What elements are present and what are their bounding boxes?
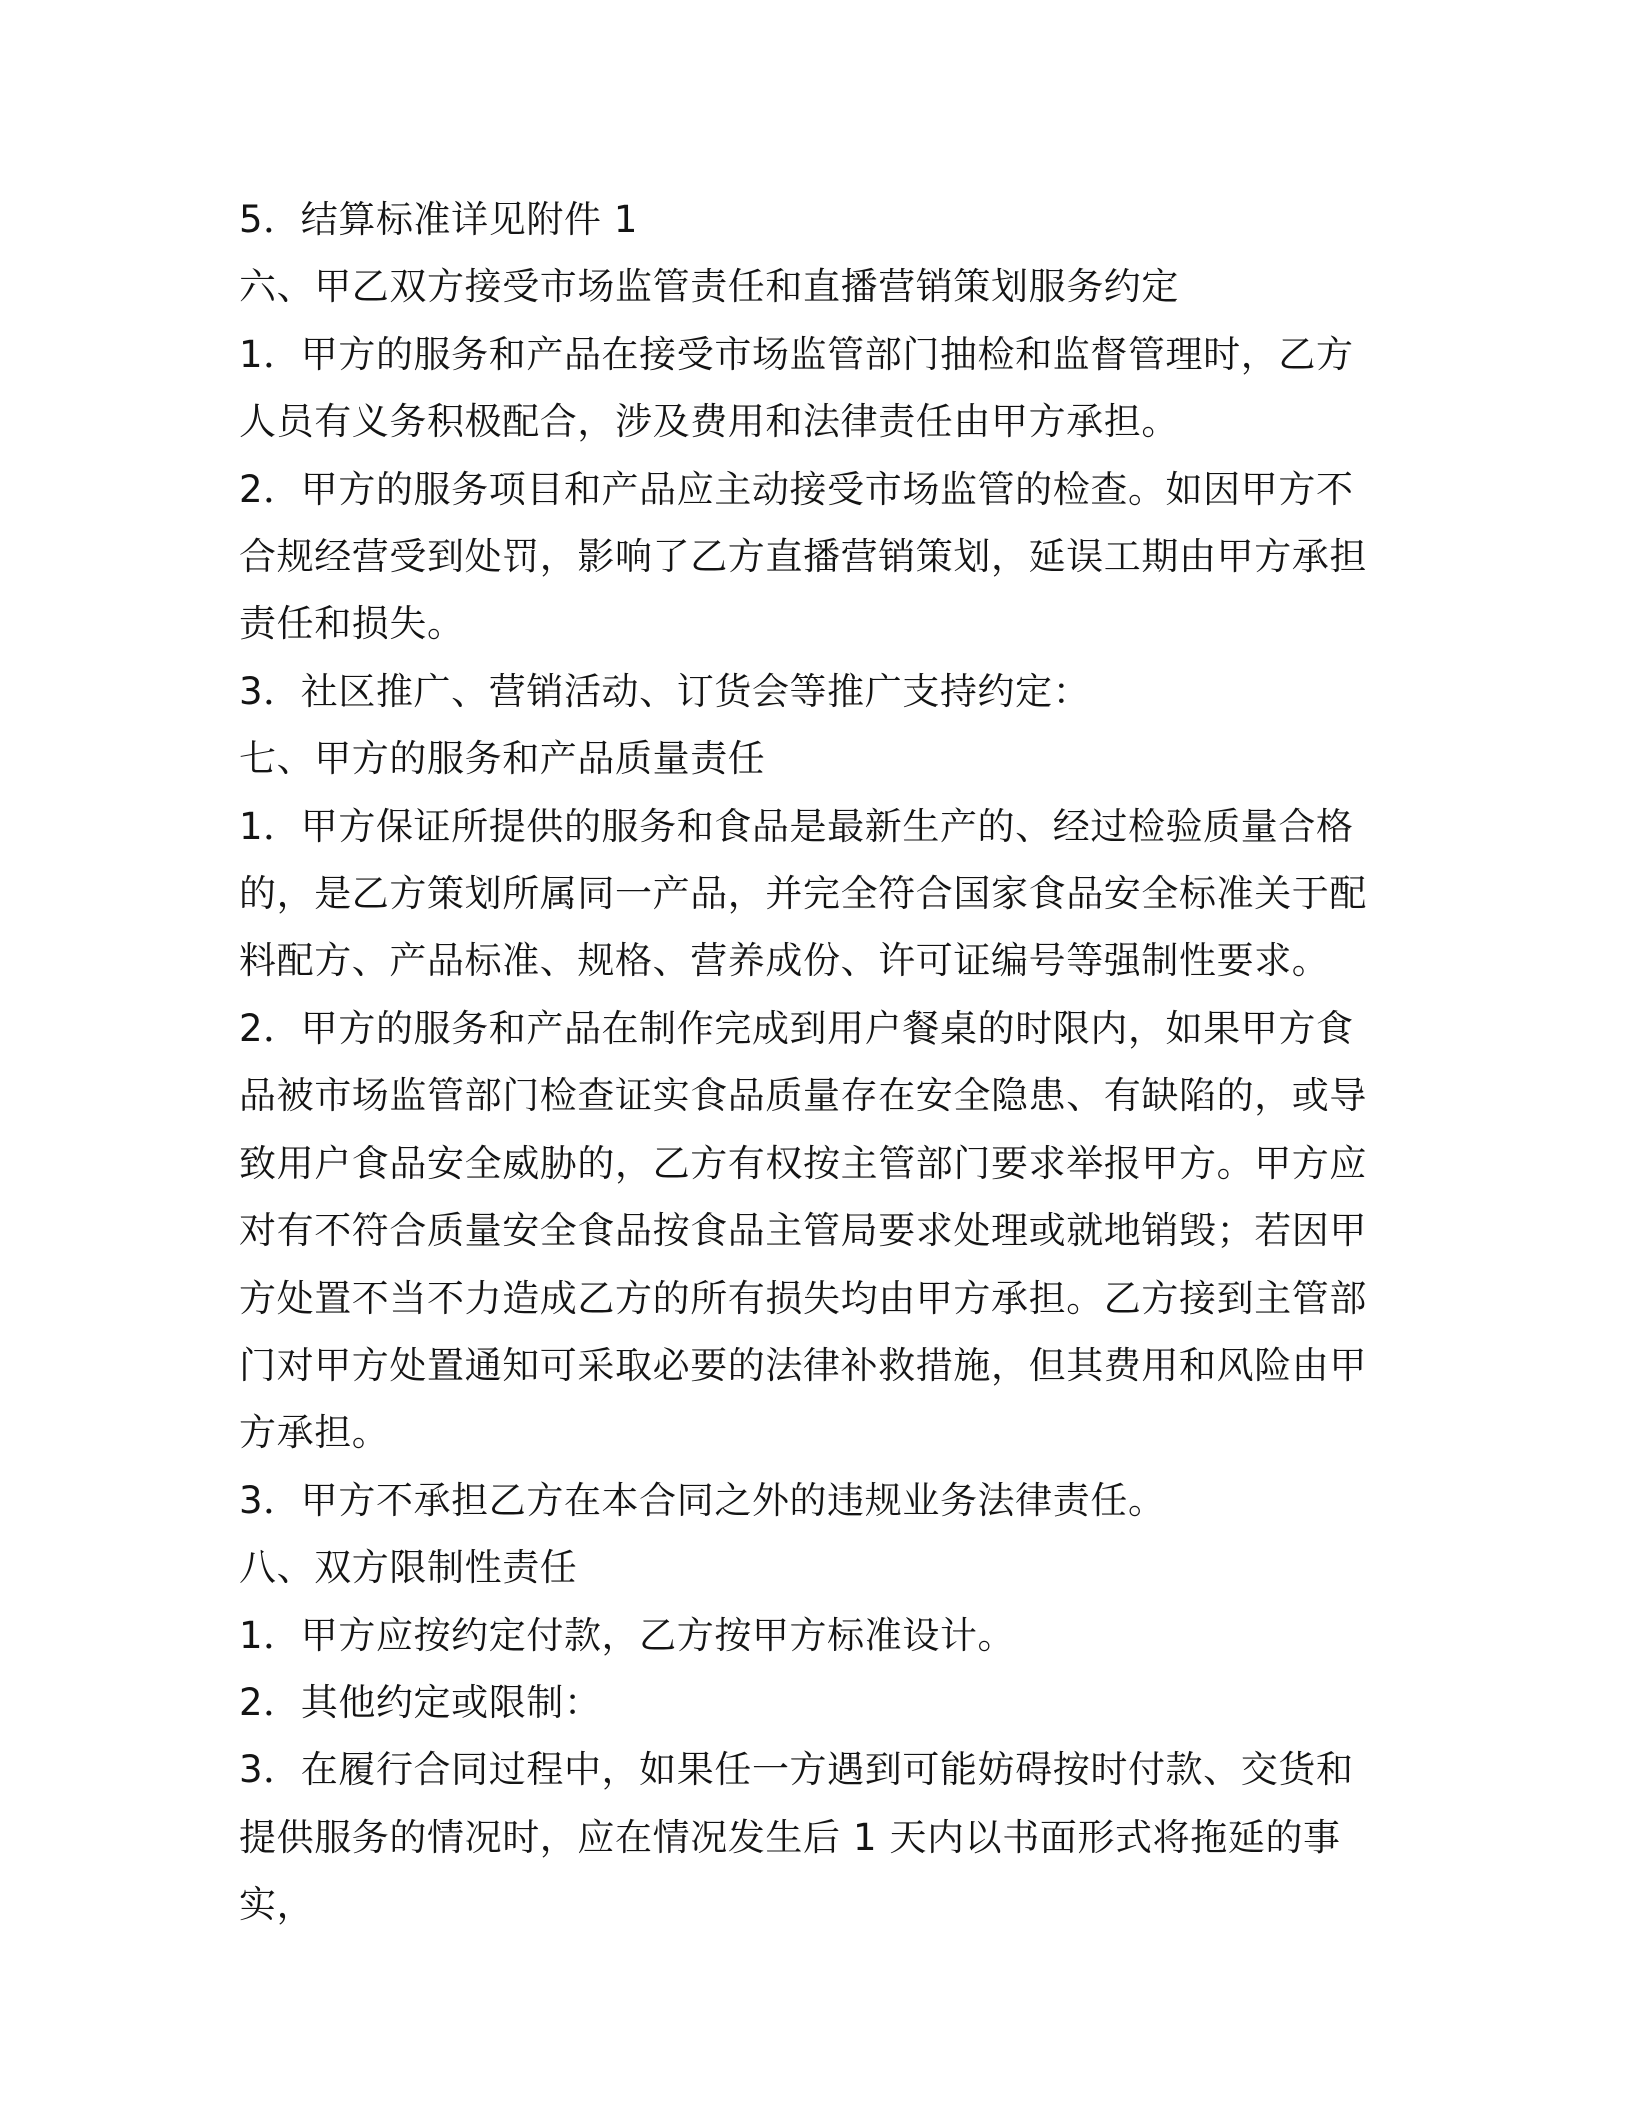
section-heading-quality-responsibility: 七、甲方的服务和产品质量责任 — [239, 737, 766, 781]
paragraph-payment-design: 1．甲方应按约定付款，乙方按甲方标准设计。 — [239, 1613, 1016, 1657]
section-heading-market-supervision: 六、甲乙双方接受市场监管责任和直播营销策划服务约定 — [239, 265, 1179, 309]
paragraph-food-safety-defects: 2．甲方的服务和产品在制作完成到用户餐桌的时限内，如果甲方食品被市场监管部门检查证实食品质量存在安全隐患、有缺陷的，或导致用户食品安全威胁的，乙方有权按主管部门要求举报甲方。甲方应对有不符合质量安全食品按食品主管局要求处理或就地销毁；若因甲方处置不当不力造成乙方的所有损失均由甲方承担。乙方接到主管部门对甲方处置通知可采取必要的法律补救措施，但其费用和风险由甲方承担。 — [239, 1006, 1367, 1455]
paragraph-quality-guarantee: 1．甲方保证所提供的服务和食品是最新生产的、经过检验质量合格的，是乙方策划所属同一产品，并完全符合国家食品安全标准关于配料配方、产品标准、规格、营养成份、许可证编号等强制性要求。 — [239, 804, 1367, 983]
paragraph-delay-notice: 3．在履行合同过程中，如果任一方遇到可能妨碍按时付款、交货和提供服务的情况时，应在情况发生后 1 天内以书面形式将拖延的事实， — [239, 1748, 1354, 1927]
paragraph-liability-exclusion: 3．甲方不承担乙方在本合同之外的违规业务法律责任。 — [239, 1478, 1166, 1522]
paragraph-other-limits: 2．其他约定或限制： — [239, 1680, 602, 1724]
paragraph-supervision-inspection: 2．甲方的服务项目和产品应主动接受市场监管的检查。如因甲方不合规经营受到处罚，影响了乙方直播营销策划，延误工期由甲方承担责任和损失。 — [239, 467, 1367, 646]
paragraph-supervision-cooperation: 1．甲方的服务和产品在接受市场监管部门抽检和监督管理时，乙方人员有义务积极配合，涉及费用和法律责任由甲方承担。 — [239, 332, 1354, 444]
section-heading-limited-liability: 八、双方限制性责任 — [239, 1546, 578, 1590]
document-body — [239, 186, 1391, 1939]
paragraph-settlement-standard: 5．结算标准详见附件 1 — [239, 198, 639, 241]
paragraph-promotion-support: 3．社区推广、营销活动、订货会等推广支持约定： — [239, 669, 1091, 713]
